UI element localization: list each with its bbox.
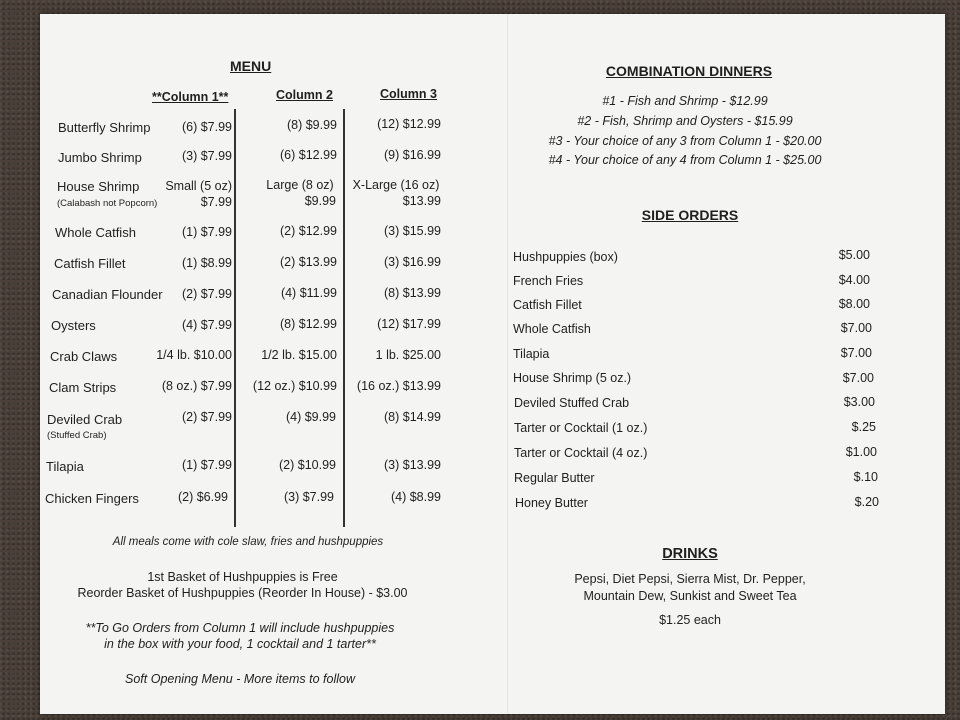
meals-note: All meals come with cole slaw, fries and hushpuppies: [112, 536, 384, 548]
item-price-col3: (16 oz.) $13.99: [356, 379, 441, 393]
item-price-col2: 1/2 lb. $15.00: [261, 348, 337, 362]
side-item-price: $.25: [851, 420, 876, 434]
side-item-name: Catfish Fillet: [513, 298, 582, 312]
item-note: (Stuffed Crab): [47, 430, 107, 441]
side-item-name: Tilapia: [513, 347, 550, 361]
item-size-col1: Small (5 oz): [165, 179, 232, 193]
item-price-col1: (1) $8.99: [181, 256, 232, 270]
column-3-header: Column 3: [380, 87, 437, 101]
combo-item: #2 - Fish, Shrimp and Oysters - $15.99: [577, 114, 793, 128]
item-price-col1: (6) $7.99: [181, 120, 232, 134]
item-price-col1: (1) $7.99: [181, 458, 232, 472]
soft-opening-note: Soft Opening Menu - More items to follow: [125, 672, 355, 686]
side-item-name: Tarter or Cocktail (1 oz.): [514, 421, 648, 435]
side-item-price: $5.00: [838, 248, 870, 262]
side-item-name: Hushpuppies (box): [513, 250, 618, 264]
item-price-col1: (2) $6.99: [177, 490, 228, 504]
item-price-col1: (1) $7.99: [181, 225, 232, 239]
item-price-col3: $13.99: [402, 194, 441, 208]
side-item-price: $.20: [854, 495, 879, 509]
item-name: Canadian Flounder: [52, 287, 163, 302]
item-name: Whole Catfish: [55, 225, 136, 240]
item-price-col2: (6) $12.99: [280, 148, 337, 162]
item-price-col2: (2) $10.99: [279, 458, 336, 472]
item-name: Butterfly Shrimp: [58, 120, 151, 135]
item-price-col1: 1/4 lb. $10.00: [156, 348, 232, 362]
fold-line: [507, 14, 508, 714]
side-item-price: $7.00: [842, 371, 874, 385]
item-price-col3: (4) $8.99: [390, 490, 441, 504]
side-item-price: $8.00: [838, 297, 870, 311]
combo-title: COMBINATION DINNERS: [605, 63, 773, 79]
item-name: Tilapia: [46, 459, 84, 474]
combo-item: #4 - Your choice of any 4 from Column 1 - $25.00: [548, 153, 822, 167]
item-price-col2: (2) $13.99: [280, 255, 337, 269]
item-price-col1: (3) $7.99: [181, 149, 232, 163]
item-name: Clam Strips: [49, 380, 117, 395]
column-1-header: **Column 1**: [152, 90, 229, 104]
item-name: Oysters: [51, 318, 96, 333]
side-item-name: House Shrimp (5 oz.): [513, 371, 632, 385]
side-item-name: Whole Catfish: [513, 322, 591, 336]
item-price-col3: (3) $16.99: [384, 255, 441, 269]
combo-item: #3 - Your choice of any 3 from Column 1 - $20.00: [548, 134, 822, 148]
togo-note-line1: **To Go Orders from Column 1 will include hushpuppies: [85, 621, 395, 635]
menu-paper: [40, 14, 945, 714]
column-2-header: Column 2: [276, 88, 333, 102]
drinks-price: $1.25 each: [659, 613, 721, 627]
item-price-col3: (12) $12.99: [377, 117, 441, 131]
item-name: Chicken Fingers: [45, 491, 139, 506]
item-size-col2: Large (8 oz): [266, 178, 334, 192]
item-note: (Calabash not Popcorn): [57, 198, 158, 209]
side-item-price: $4.00: [838, 273, 870, 287]
hushpuppies-free: 1st Basket of Hushpuppies is Free: [147, 570, 338, 584]
item-price-col2: $9.99: [304, 194, 336, 208]
item-price-col2: (8) $9.99: [286, 118, 337, 132]
side-item-price: $3.00: [843, 395, 875, 409]
combo-item: #1 - Fish and Shrimp - $12.99: [602, 94, 768, 108]
item-name: House Shrimp: [57, 179, 140, 194]
item-name: Jumbo Shrimp: [58, 150, 142, 165]
item-price-col3: (12) $17.99: [377, 317, 441, 331]
item-price-col2: (3) $7.99: [283, 490, 334, 504]
side-item-price: $7.00: [840, 321, 872, 335]
item-price-col2: (8) $12.99: [280, 317, 337, 331]
item-price-col3: (9) $16.99: [384, 148, 441, 162]
side-item-name: Honey Butter: [515, 496, 588, 510]
item-price-col3: 1 lb. $25.00: [375, 348, 441, 362]
item-size-col3: X-Large (16 oz): [352, 178, 440, 192]
menu-title: MENU: [230, 58, 272, 74]
side-item-name: Regular Butter: [514, 471, 595, 485]
item-price-col3: (3) $13.99: [384, 458, 441, 472]
column-divider-1: [234, 109, 236, 527]
side-item-name: French Fries: [513, 274, 584, 288]
hushpuppies-reorder: Reorder Basket of Hushpuppies (Reorder In House) - $3.00: [77, 586, 408, 600]
side-item-name: Tarter or Cocktail (4 oz.): [514, 446, 648, 460]
drinks-title: DRINKS: [662, 546, 718, 562]
side-item-price: $7.00: [840, 346, 872, 360]
item-price-col3: (8) $13.99: [384, 286, 441, 300]
item-price-col2: (4) $9.99: [285, 410, 336, 424]
item-price-col3: (3) $15.99: [384, 224, 441, 238]
item-price-col2: (4) $11.99: [280, 286, 337, 300]
item-price-col1: (4) $7.99: [181, 318, 232, 332]
item-name: Deviled Crab: [47, 412, 123, 427]
drinks-line1: Pepsi, Diet Pepsi, Sierra Mist, Dr. Pepper,: [574, 572, 806, 586]
drinks-line2: Mountain Dew, Sunkist and Sweet Tea: [583, 589, 797, 603]
item-price-col1: (2) $7.99: [181, 287, 232, 301]
item-price-col1: $7.99: [200, 195, 232, 209]
item-name: Crab Claws: [50, 349, 118, 364]
item-price-col3: (8) $14.99: [384, 410, 441, 424]
item-price-col1: (2) $7.99: [181, 410, 232, 424]
item-name: Catfish Fillet: [54, 256, 126, 271]
togo-note-line2: in the box with your food, 1 cocktail and 1 tarter**: [104, 637, 376, 651]
side-item-price: $1.00: [845, 445, 877, 459]
side-item-price: $.10: [853, 470, 878, 484]
item-price-col2: (2) $12.99: [280, 224, 337, 238]
item-price-col2: (12 oz.) $10.99: [252, 379, 337, 393]
item-price-col1: (8 oz.) $7.99: [161, 379, 232, 393]
sides-title: SIDE ORDERS: [641, 207, 739, 223]
side-item-name: Deviled Stuffed Crab: [514, 396, 630, 410]
